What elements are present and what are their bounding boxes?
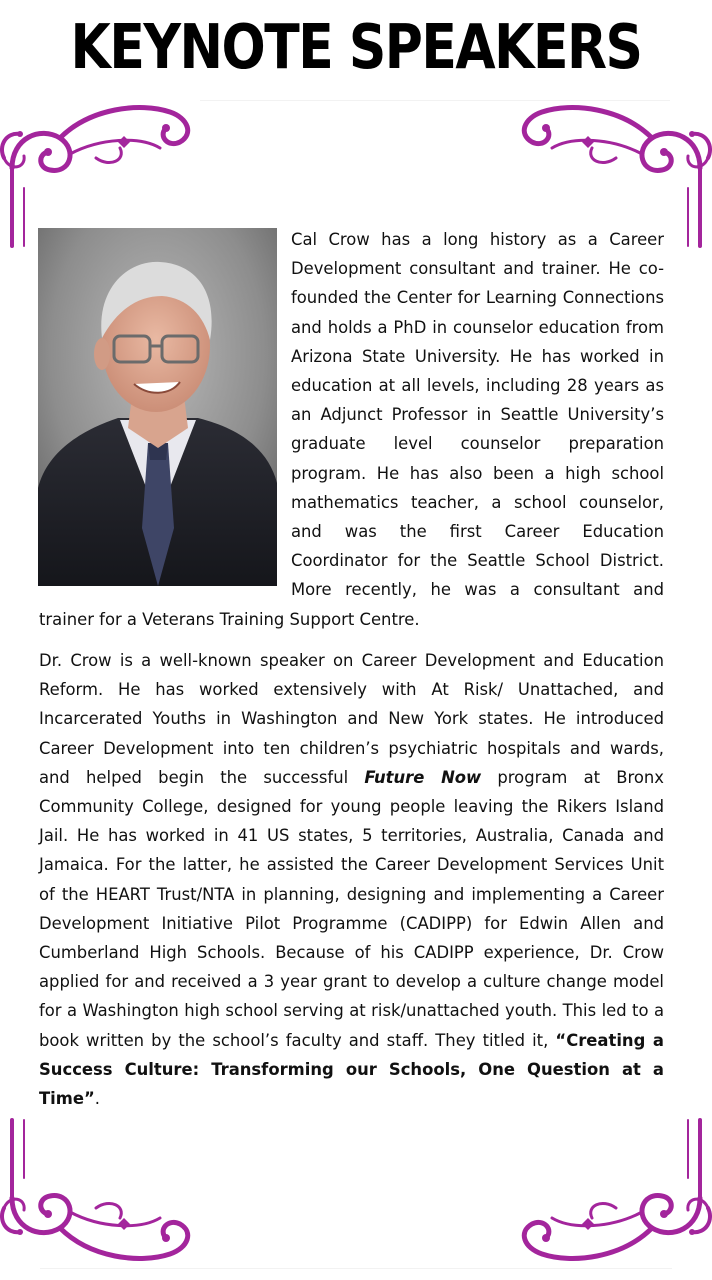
bio-paragraph-2-text-middle: program at Bronx Community College, designed for young people leaving the Rikers Island Jail. He has worked in 41 US states, 5 territories, Australia, Canada and Jamaica. For the latter, he assisted the Career Development Services Unit of the HEART Trust/NTA in planning, designing and implementing a Career Development Initiative Pilot Programme (CADIPP) for Edwin Allen and Cumberland High Schools. Because of his CADIPP experience, Dr. Crow applied for and received a 3 year grant to develop a culture change model for a Washington high school serving at risk/unattached youth. This led to a book written by the school’s faculty and staff. They titled it, bbox=[39, 767, 664, 1050]
bio-paragraph-2-text-end: . bbox=[94, 1089, 100, 1109]
bio-paragraph-2-text-start: Dr. Crow is a well-known speaker on Career Development and Education Reform. He has worked extensively with At Risk/ Unattached, and Incarcerated Youths in Washington and New York states. He introduced Career Development into ten children’s psychiatric hospitals and wards, and helped begin the successful bbox=[39, 651, 664, 787]
program-name: Future Now bbox=[364, 767, 482, 787]
bio-paragraph-1 bbox=[39, 225, 664, 634]
page-title: KEYNOTE SPEAKERS bbox=[70, 12, 642, 84]
photo-wrap-spacer bbox=[39, 225, 291, 597]
bio-paragraph-1-text: Cal Crow has a long history as a Career Development consultant and trainer. He co-founded the Center for Learning Connections and holds a PhD in counselor education from Arizona State University. He has worked in education at all levels, including 28 years as an Adjunct Professor in Seattle University’s graduate level counselor preparation program. He has also been a high school mathematics teacher, a school counselor, and was the first Career Education Coordinator for the Seattle School District. More recently, he was a consultant and trainer for a Veterans Training Support Centre. bbox=[39, 230, 664, 629]
flourish-icon bbox=[512, 1118, 712, 1268]
bio-paragraph-2 bbox=[39, 646, 664, 1113]
book-title: “Creating a Success Culture: Transforming our Schools, One Question at a Time” bbox=[39, 1030, 664, 1109]
corner-ornament-bottom-right bbox=[512, 1118, 712, 1268]
frame-bottom-line bbox=[40, 1268, 672, 1269]
corner-ornament-bottom-left bbox=[0, 1118, 200, 1268]
flourish-icon bbox=[0, 1118, 200, 1268]
